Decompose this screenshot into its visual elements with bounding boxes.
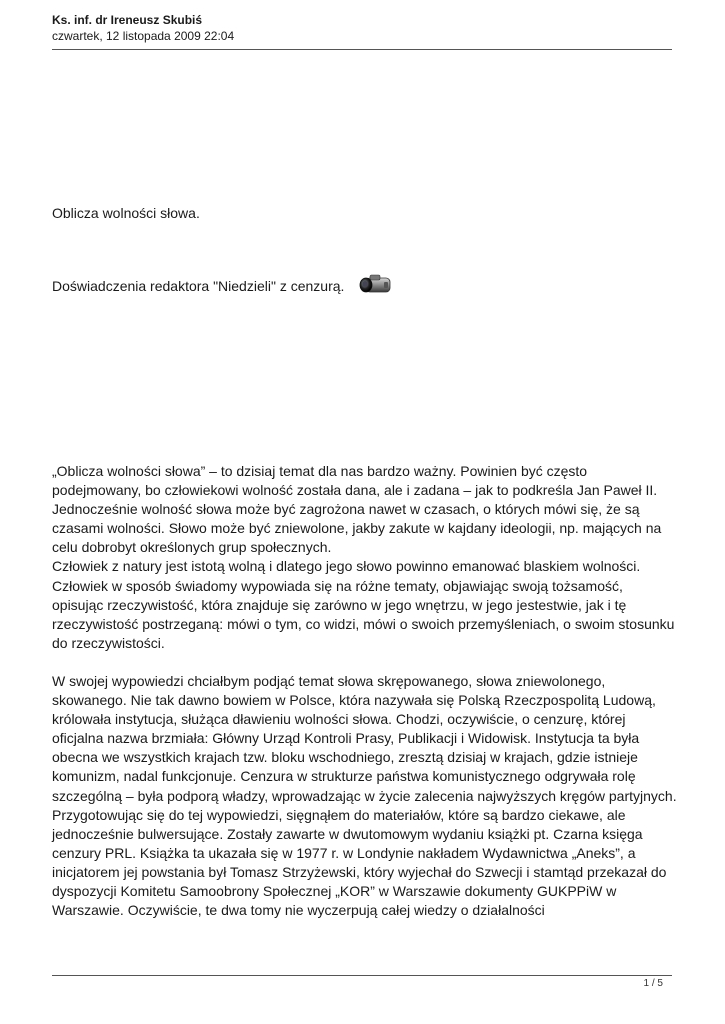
publish-date: czwartek, 12 listopada 2009 22:04 bbox=[52, 29, 235, 43]
paragraph: W swojej wypowiedzi chciałbym podjąć temat słowa skrępowanego, słowa zniewolonego, skowanego. Nie tak dawno bowiem w Polsce, która nazywała się Polską Rzeczpospolitą Ludową, królowała instytucja, służąca dławieniu wolności słowa. Chodzi, oczywiście, o cenzurę, której oficjalna nazwa brzmiała: Główny Urząd Kontroli Prasy, Publikacji i Widowisk. Instytucja ta była obecna we wszystkich krajach tzw. bloku wschodniego, zresztą dzisiaj w krajach, gdzie istnieje komunizm, nadal funkcjonuje. Cenzura w strukturze państwa komunistycznego odgrywała rolę szczególną – była podporą władzy, wprowadzając w życie zalecenia najwyższych kręgów partyjnych. bbox=[52, 672, 677, 804]
footer-divider bbox=[52, 975, 672, 976]
paragraph-spacer bbox=[52, 653, 677, 672]
author-name: Ks. inf. dr Ireneusz Skubiś bbox=[52, 13, 203, 27]
paragraph: Przygotowując się do tej wypowiedzi, sięgnąłem do materiałów, które są bardzo ciekawe, ale jednocześnie bulwersujące. Zostały zawarte w dwutomowym wydaniu książki pt. Czarna księga cenzury PRL. Książka ta ukazała się w 1977 r. w Londynie nakładem Wydawnictwa „Aneks”, a inicjatorem jej powstania był Tomasz Strzyżewski, który wyjechał do Szwecji i stamtąd przekazał do dyspozycji Komitetu Samoobrony Społecznej „KOR” w Warszawie dokumenty GUKPPiW w Warszawie. Oczywiście, te dwa tomy nie wyczerpują całej wiedzy o działalności bbox=[52, 806, 667, 919]
article-body bbox=[52, 462, 677, 920]
page-header bbox=[52, 12, 672, 44]
header-divider bbox=[52, 49, 672, 50]
video-camera-icon bbox=[358, 273, 394, 297]
article-subtitle: Doświadczenia redaktora "Niedzieli" z cenzurą. bbox=[52, 278, 345, 294]
paragraph: Człowiek z natury jest istotą wolną i dlatego jego słowo powinno emanować blaskiem wolności. Człowiek w sposób świadomy wypowiada się na różne tematy, objawiając swoją tożsamość, opisując rzeczywistość, która znajduje się zarówno w jego wnętrzu, w jego jestestwie, jak i tę rzeczywistość postrzeganą: mówi o tym, co widzi, mówi o swoich przemyśleniach, o swoim stosunku do rzeczywistości. bbox=[52, 558, 675, 651]
page-number: 1 / 5 bbox=[643, 978, 663, 989]
article-title: Oblicza wolności słowa. bbox=[52, 205, 200, 221]
paragraph: „Oblicza wolności słowa” – to dzisiaj temat dla nas bardzo ważny. Powinien być często podejmowany, bo człowiekowi wolność została dana, ale i zadana – jak to podkreśla Jan Paweł II. Jednocześnie wolność słowa może być zagrożona nawet w czasach, o których mówi się, że są czasami wolności. Słowo może być zniewolone, jakby zakute w kajdany ideologii, np. mających na celu dobrobyt określonych grup społecznych. bbox=[52, 463, 662, 556]
article-subtitle-row bbox=[52, 275, 394, 297]
